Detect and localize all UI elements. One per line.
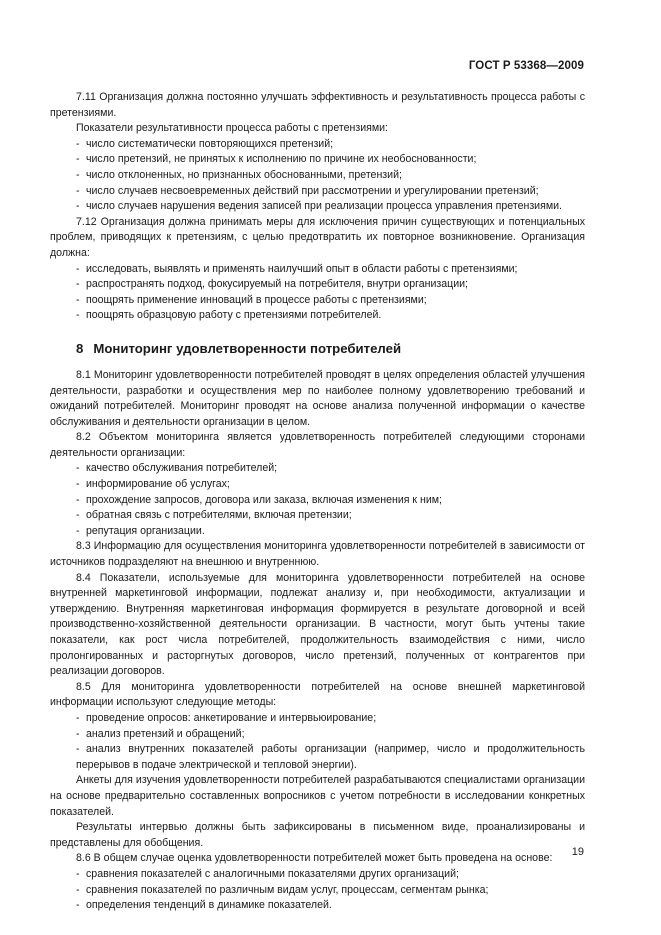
list-item: - качество обслуживания потребителей; [50,461,585,477]
list-dash: - [76,168,80,181]
list-item: - число претензий, не принятых к исполнению по причине их необоснованности; [50,152,585,168]
page-number: 19 [571,846,584,858]
section-heading-8 [50,341,585,357]
list-dash: - [76,478,80,491]
list-dash: - [76,743,80,756]
list-item: - число отклоненных, но признанных обоснованными, претензий; [50,168,585,184]
list-dash: - [76,137,80,150]
list-item: - число случаев нарушения ведения записей при реализации процесса управления претензиями. [50,199,585,215]
paragraph-indicators: Показатели результативности процесса работы с претензиями: [76,122,388,135]
list-item: - проведение опросов: анкетирование и интервьюирование; [50,711,585,727]
paragraph-7-11: 7.11 Организация должна постоянно улучшать эффективность и результативность процесса работы с претензиями. [50,91,585,119]
list-item: - исследовать, выявлять и применять наилучший опыт в области работы с претензиями; [50,262,585,278]
list-item: - поощрять применение инноваций в процессе работы с претензиями; [50,293,585,309]
paragraph-8-1: 8.1 Мониторинг удовлетворенности потребителей проводят в целях определения областей улучшения деятельности, разработки и осуществления мер по наиболее полному удовлетворению требований и ожиданий потребителей. Мониторинг проводят на основе анализа полученной информации о качестве обслуживания и деятельности организации в целом. [50,368,585,428]
list-dash: - [76,883,80,896]
paragraph-8-2: 8.2 Объектом мониторинга является удовлетворенность потребителей следующими сторонами деятельности организации: [50,431,585,459]
list-dash: - [76,899,80,912]
paragraph-8-5: 8.5 Для мониторинга удовлетворенности потребителей на основе внешней маркетинговой информации используют следующие методы: [50,680,585,709]
page-content [50,90,585,914]
list-dash: - [76,293,80,306]
list-item: - информирование об услугах; [50,477,585,493]
list-dash: - [76,184,80,197]
list-dash: - [76,200,80,213]
paragraph-8-3: 8.3 Информацию для осуществления мониторинга удовлетворенности потребителей в зависимости от источников подразделяют на внешнюю и внутреннюю. [50,540,585,569]
list-item: - анализ претензий и обращений; [50,727,585,743]
list-item: - определения тенденций в динамике показателей. [50,898,585,914]
section-title: Мониторинг удовлетворенности потребителей [93,340,402,356]
list-item: - обратная связь с потребителями, включая претензии; [50,508,585,524]
list-dash: - [76,524,80,537]
paragraph-7-12: 7.12 Организация должна принимать меры для исключения причин существующих и потенциальных проблем, приводящих к претензиям, с целью предотвратить их повторное возникновение. Организация должна: [50,215,585,259]
paragraph-surveys: Анкеты для изучения удовлетворенности потребителей разрабатываются специалистами организации на основе предварительно составленных вопросников с учетом потребности в исследовании конкретных показателей. [50,774,585,818]
list-dash: - [76,462,80,475]
paragraph-interview-results: Результаты интервью должны быть зафиксированы в письменном виде, проанализированы и представлены для обобщения. [50,821,585,849]
list-dash: - [76,309,80,322]
list-item: - распространять подход, фокусируемый на потребителя, внутри организации; [50,277,585,293]
list-dash: - [76,867,80,880]
paragraph-8-6: 8.6 В общем случае оценка удовлетворенности потребителей может быть проведена на основе: [76,852,553,865]
list-dash: - [76,493,80,506]
list-dash: - [76,278,80,291]
list-item: - сравнения показателей по различным видам услуг, процессам, сегментам рынка; [50,883,585,899]
list-item: - число случаев несвоевременных действий при рассмотрении и урегулировании претензий; [50,184,585,200]
list-dash: - [76,153,80,166]
standard-designation: ГОСТ Р 53368—2009 [468,60,584,72]
list-item: - прохождение запросов, договора или заказа, включая изменения к ним; [50,493,585,509]
list-item: - репутация организации. [50,524,585,540]
paragraph-8-4: 8.4 Показатели, используемые для мониторинга удовлетворенности потребителей на основе внутренней маркетинговой информации, подлежат анализу и, при необходимости, актуализации и утверждению. Внутренняя маркетинговая информация формируется в результате договорной и всей производственно-хозяйственной деятельности организации. В частности, могут быть учтены такие показатели, как рост числа потребителей, продолжительность взаимодействия с ними, число пролонгированных и расторгнутых договоров, число претензий, полученных от контрагентов при реализации договоров. [50,571,585,678]
list-item: - число систематически повторяющихся претензий; [50,137,585,153]
list-dash: - [76,262,80,275]
list-item: - анализ внутренних показателей работы организации (например, число и продолжительность перерывов в подаче электрической и тепловой энергии). [76,743,585,771]
list-item: - сравнения показателей с аналогичными показателями других организаций; [50,867,585,883]
list-dash: - [76,509,80,522]
list-item: - поощрять образцовую работу с претензиями потребителей. [50,308,585,324]
section-number: 8 [76,340,84,356]
list-dash: - [76,727,80,740]
list-dash: - [76,711,80,724]
